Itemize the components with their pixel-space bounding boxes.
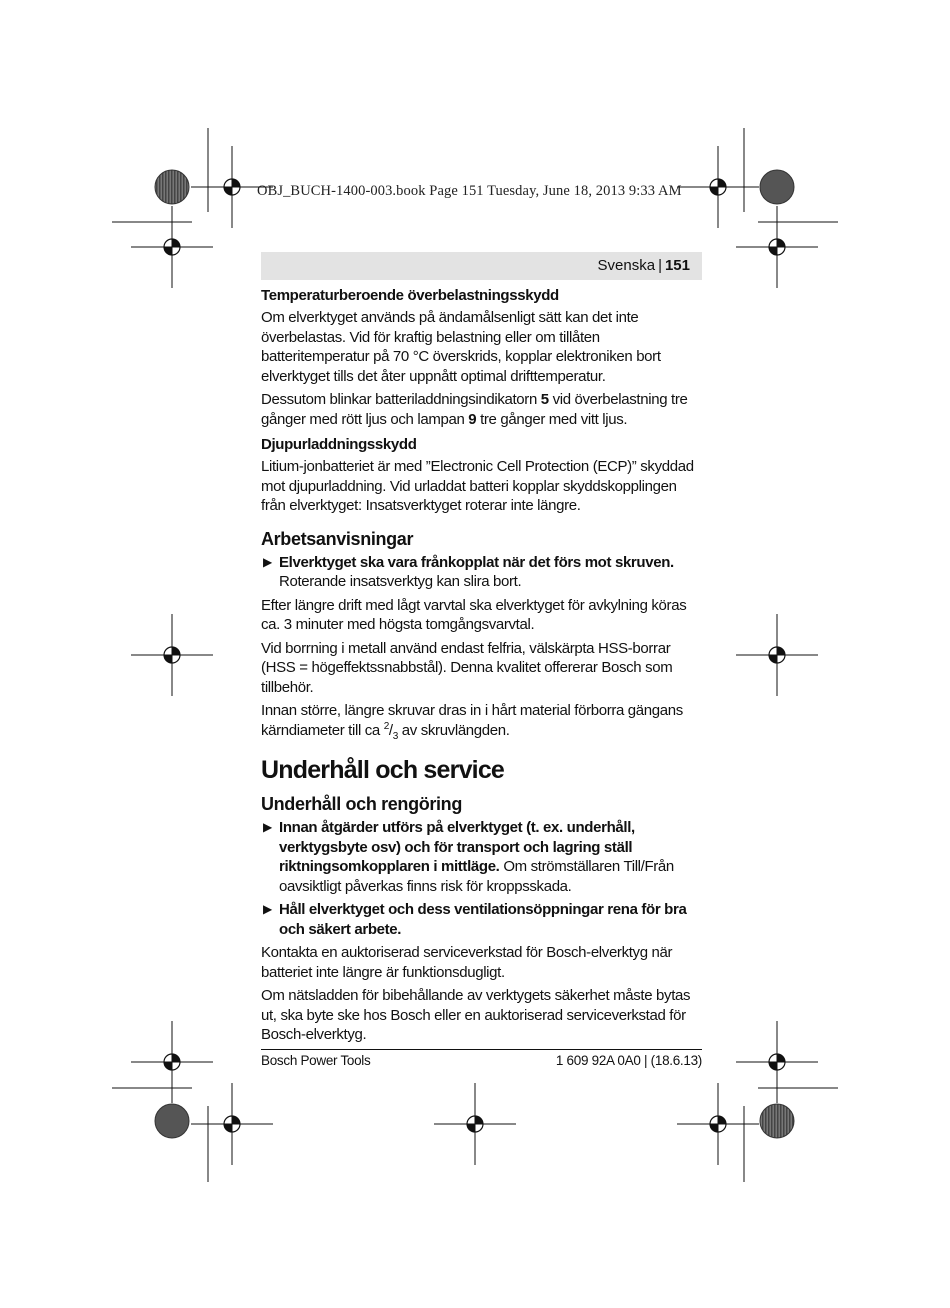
- calibration-circle: [760, 1104, 794, 1138]
- registration-target: [736, 614, 818, 696]
- registration-target: [131, 206, 213, 288]
- calibration-circle: [155, 1104, 189, 1138]
- section-heading: Arbetsanvisningar: [261, 528, 414, 549]
- registration-target: [434, 1083, 516, 1165]
- page-number: 151: [664, 257, 690, 274]
- paragraph: Om nätsladden för bibehållande av verktygets säkerhet måste bytas ut, ska byte ske hos Bosch eller en auktoriserad serviceverkstad för Bosch-elverktyg.: [261, 987, 691, 1043]
- paragraph: Om elverktyget används på ändamålsenligt sätt kan det inte överbelastas. Vid för kraftig belastning eller om tillåten batteritemperatur på 70 °C överskrids, kopplar elektroniken bort elverktyget tills det åter uppnått optimal drifttemperatur.: [261, 309, 661, 385]
- registration-target: [677, 1083, 759, 1165]
- triangle-right-icon: ▶: [263, 820, 272, 834]
- registration-target: [131, 614, 213, 696]
- paragraph: Efter längre drift med lågt varvtal ska elverktyget för avkylning köras ca. 3 minuter med högsta tomgångsvarvtal.: [261, 596, 687, 633]
- section-heading: Underhåll och rengöring: [261, 794, 462, 814]
- section-heading: Djupurladdningsskydd: [261, 436, 417, 453]
- calibration-circle: [760, 170, 794, 204]
- calibration-circle: [155, 170, 189, 204]
- file-header: OBJ_BUCH-1400-003.book Page 151 Tuesday, June 18, 2013 9:33 AM: [257, 183, 682, 199]
- paragraph: Vid borrning i metall använd endast felfria, välskärpta HSS-borrar (HSS = högeffektssnabbstål). Denna kvalitet offererar Bosch som tillbehör.: [261, 639, 673, 696]
- paragraph: Innan större, längre skruvar dras in i hårt material förborra gängans kärndiameter till ca $^2/_3$ av skruvlängden.: [261, 702, 683, 742]
- footer-docnumber: 1 609 92A 0A0 | (18.6.13): [555, 1053, 702, 1068]
- language-label: Svenska: [597, 257, 656, 274]
- section-heading: Temperaturberoende överbelastningsskydd: [261, 287, 559, 304]
- triangle-right-icon: ▶: [263, 902, 272, 916]
- triangle-right-icon: ▶: [263, 554, 272, 569]
- footer-rule: [261, 1049, 702, 1050]
- paragraph: Litium-jonbatteriet är med ”Electronic Cell Protection (ECP)” skyddad mot djupurladdning. Vid urladdat batteri kopplar skyddskopplingen från elverktyget: Insatsverktyget roterar inte längre.: [261, 458, 694, 514]
- bullet-item: ▶ Elverktyget ska vara frånkopplat när det förs mot skruven. Roterande insatsverktyg kan slira bort.: [263, 553, 674, 590]
- footer-publisher: Bosch Power Tools: [261, 1053, 371, 1068]
- running-head: Svenska | 151: [261, 252, 702, 280]
- page-body: [261, 286, 702, 1049]
- paragraph: Dessutom blinkar batteriladdningsindikatorn 5 vid överbelastning tre gånger med rött ljus och lampan 9 tre gånger med vitt ljus.: [261, 391, 688, 428]
- registration-target: [191, 1083, 273, 1165]
- bullet-item: ▶ Innan åtgärder utförs på elverktyget (t. ex. underhåll, verktygsbyte osv) och för transport och lagring ställ riktningsomkopplaren i mittläge. Om strömställaren Till/Från oavsiktligt påverkas finns risk för kroppsskada.: [263, 819, 674, 895]
- bullet-item: ▶ Håll elverktyget och dess ventilationsöppningar rena för bra och säkert arbete.: [263, 901, 687, 938]
- registration-target: [736, 206, 818, 288]
- paragraph: Kontakta en auktoriserad serviceverkstad för Bosch-elverktyg när batteriet inte längre är funktionsdugligt.: [261, 944, 673, 981]
- registration-target: [736, 1021, 818, 1103]
- chapter-title: Underhåll och service: [261, 756, 505, 784]
- registration-target: [131, 1021, 213, 1103]
